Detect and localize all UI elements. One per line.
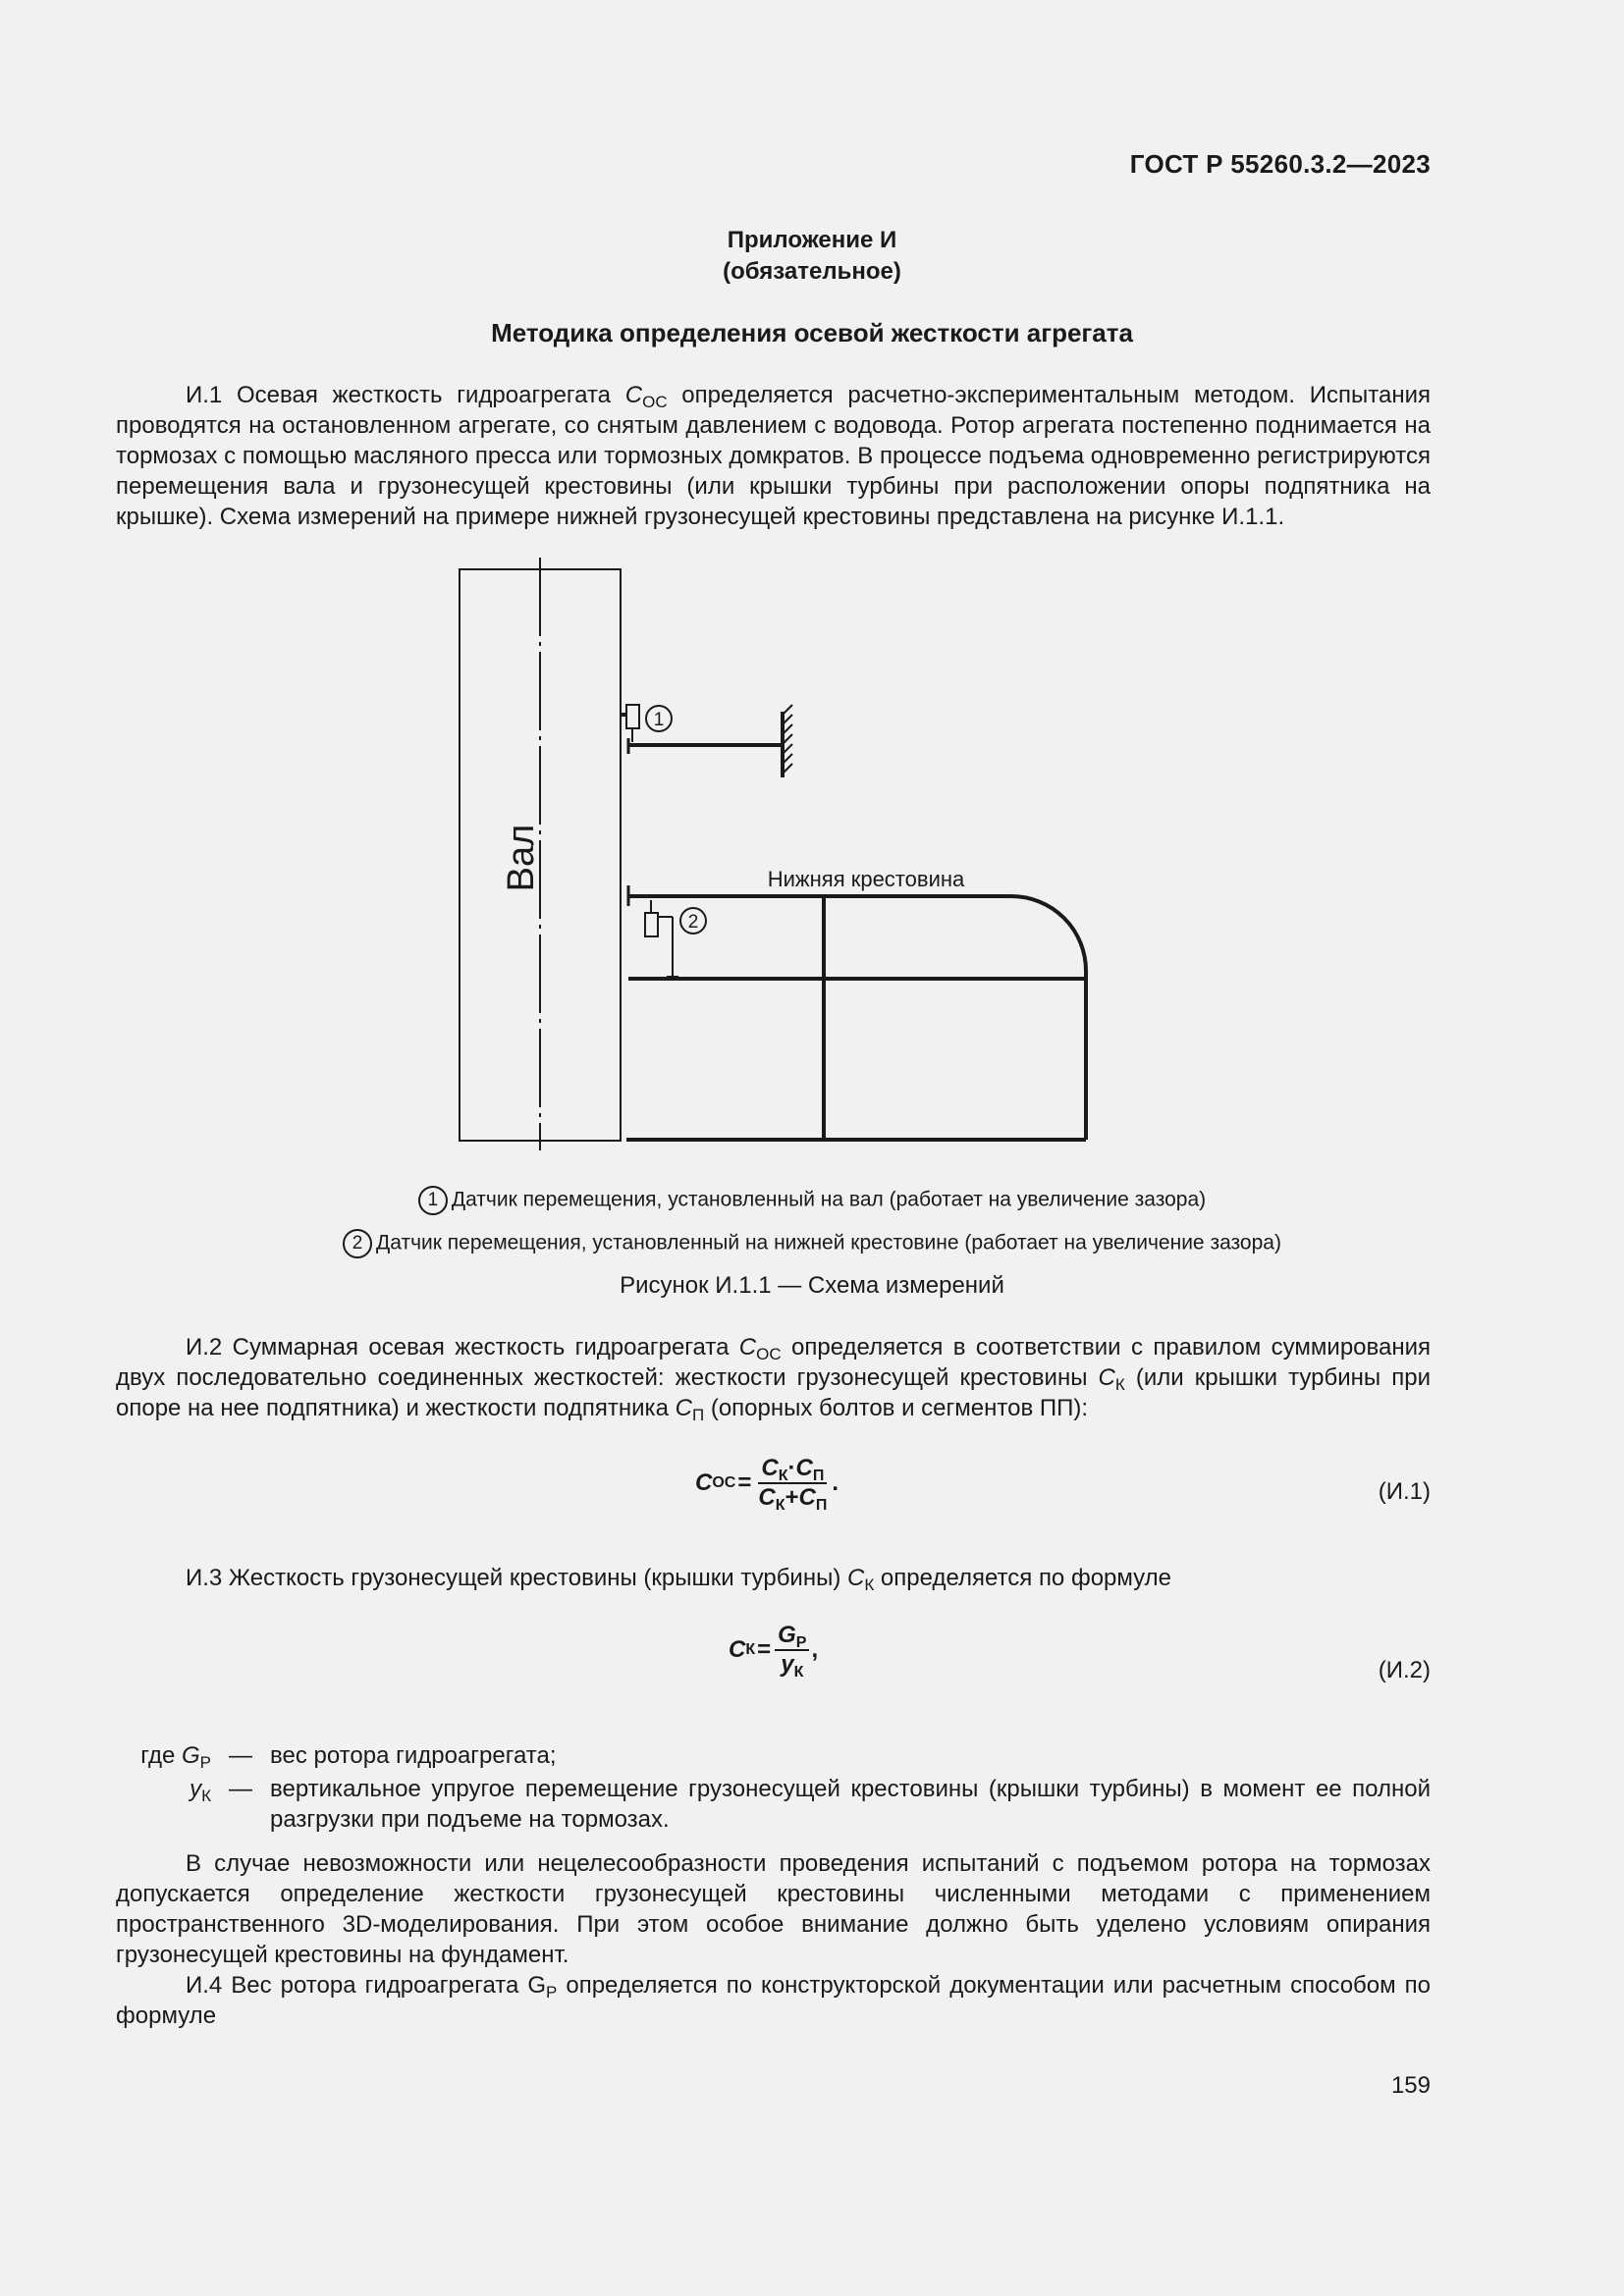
section-title: Методика определения осевой жесткости агрегата [491, 318, 1133, 347]
sensor-1 [626, 705, 639, 728]
formula-1: C ОС = $\frac{C_К\cdot C_П}{C_К+C_П}$ . [695, 1455, 839, 1514]
equation-number-1: (И.1) [1378, 1478, 1431, 1505]
legend-item-1: 1 Датчик перемещения, установленный на вал (работает на увеличение зазора) [0, 1186, 1624, 1215]
legend-item-2: 2 Датчик перемещения, установленный на нижней крестовине (работает на увеличение зазора) [0, 1229, 1624, 1258]
figure-caption: Рисунок И.1.1 — Схема измерений [620, 1272, 1004, 1299]
equation-number-2: (И.2) [1378, 1657, 1431, 1683]
crosspiece-curve [1011, 896, 1086, 971]
paragraph-i4: И.4 Вес ротора гидроагрегата $G_P$ определяется по конструкторской документации или расчетным способом по формуле [116, 1972, 1431, 2029]
definition-item: $y_К$ — вертикальное упругое перемещение грузонесущей крестовины (крышки турбины) в момент ее полной разгрузки при подъеме на тормозах. [189, 1776, 1431, 1833]
marker-1-label: 1 [653, 710, 665, 730]
marker-2-label: 2 [687, 912, 699, 933]
formula-1-fraction: $\frac{C_К\cdot C_П}{C_К+C_П}$ [758, 1455, 828, 1514]
paragraph-i3: И.3 Жесткость грузонесущей крестовины (крышки турбины) $C_К$ определяется по формуле [186, 1565, 1171, 1594]
page-number: 159 [1390, 2072, 1431, 2099]
definitions-list [116, 1740, 1431, 1835]
paragraph-i1: И.1 Осевая жесткость гидроагрегата $C_{ОС}$ определяется расчетно-экспериментальным методом. Испытания проводятся на остановленном агрегате, со снятым давлением с водовода. Ротор агрегата постепенно поднимается на тормозах с помощью масляного пресса или тормозных домкратов. В процессе подъема одновременно регистрируются перемещения вала и грузонесущей крестовины (или крышки турбины при расположении опоры подпятника на крышке). Схема измерений на примере нижней грузонесущей крестовины представлена на рисунке И.1.1. [116, 382, 1431, 530]
shaft-label: Вал [501, 824, 542, 892]
document-number: ГОСТ Р 55260.3.2—2023 [1129, 149, 1431, 179]
crosspiece-label: Нижняя крестовина [767, 867, 965, 891]
paragraph-i2: И.2 Суммарная осевая жесткость гидроагрегата $C_{ОС}$ определяется в соответствии с правилом суммирования двух последовательно соединенных жесткостей: жесткости грузонесущей крестовины $C_К$ (или крышки турбины при опоре на нее подпятника) и жесткости подпятника $C_П$ (опорных болтов и сегментов ПП): [116, 1334, 1431, 1424]
appendix-status: (обязательное) [723, 258, 901, 285]
formula-2: C К = $\frac{G_P}{y_К}$ , [729, 1622, 819, 1681]
appendix-name: Приложение И [727, 227, 897, 253]
formula-2-fraction: $\frac{G_P}{y_К}$ [775, 1623, 809, 1678]
definition-item: где $G_P$ — вес ротора гидроагрегата; [140, 1742, 557, 1772]
paragraph-numerical-methods: В случае невозможности или нецелесообразности проведения испытаний с подъемом ротора на тормозах допускается определение жесткости грузонесущей крестовины численными методами с применением пространственного 3D-моделирования. При этом особое внимание должно быть уделено условиям опирания грузонесущей крестовины на фундамент. [116, 1850, 1431, 1968]
sensor-2 [645, 913, 658, 936]
